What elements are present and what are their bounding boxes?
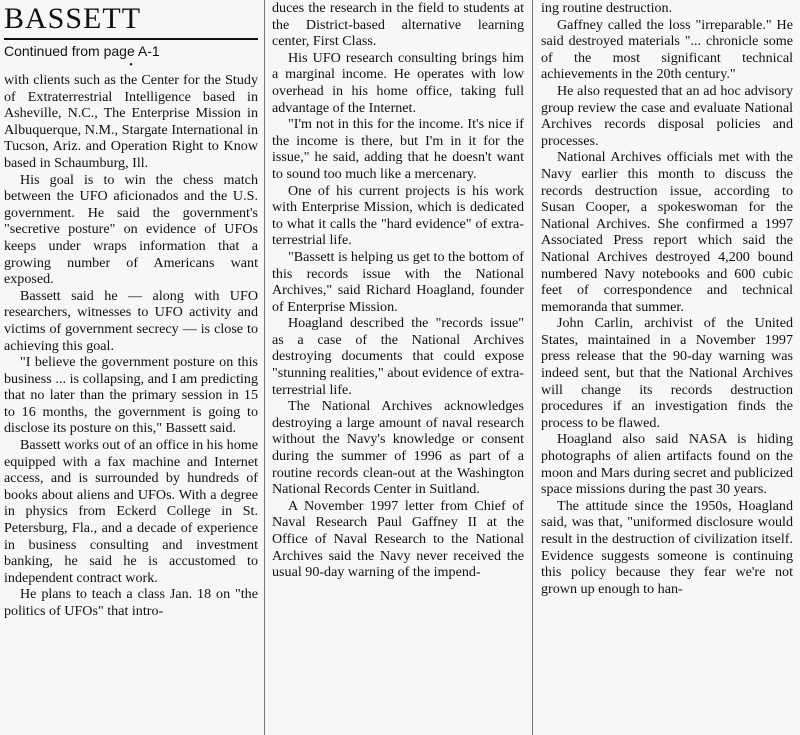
paragraph: National Archives officials met with the Navy earlier this month to discuss the records destruction issue, according to Susan Cooper, a spokeswoman for the National Archives. She confirmed a 1997 Associated Press report which said the National Archives destroyed 4,200 bound numbered Navy notebooks and 600 cubic feet of correspondence and technical memoranda that summer. [541, 149, 793, 315]
paragraph: The National Archives acknowledges destroying a large amount of naval research without the Navy's knowledge or consent during the summer of 1996 as part of a routine records clean-out at the Washington National Records Center in Suitland. [272, 398, 524, 498]
paragraph: The attitude since the 1950s, Hoagland said, was that, "uniformed disclosure would result in the destruction of civilization itself. Evidence suggests someone is continuing this policy because they fear we're not grown up enough to han- [541, 497, 793, 597]
paragraph: John Carlin, archivist of the United States, maintained in a November 1997 press release that the 90-day warning was indeed sent, but that the National Archives will change its records destruction procedures if an investigation finds the process to be flawed. [541, 315, 793, 431]
paragraph: He plans to teach a class Jan. 18 on "the politics of UFOs" that intro- [4, 586, 258, 619]
paragraph: Hoagland described the "records issue" as a case of the National Archives destroying documents that could expose "stunning realities," about evidence of extra-terrestrial life. [272, 315, 524, 398]
paragraph: Bassett said he — along with UFO researchers, witnesses to UFO activity and victims of government secrecy — is close to achieving this goal. [4, 287, 258, 354]
column-2 [272, 0, 524, 581]
paragraph: Bassett works out of an office in his home equipped with a fax machine and Internet access, and is surrounded by hundreds of books about aliens and UFOs. With a degree in physics from Eckerd College in St. Petersburg, Fla., and a decade of experience in business consulting and investment banking, he said he is accustomed to independent contract work. [4, 437, 258, 586]
paragraph: duces the research in the field to students at the District-based alternative learning center, First Class. [272, 0, 524, 50]
headline-bassett: BASSETT [4, 2, 142, 35]
paragraph: A November 1997 letter from Chief of Naval Research Paul Gaffney II at the Office of Naval Research to the National Archives said the Navy never received the usual 90-day warning of the impend- [272, 497, 524, 581]
paragraph: with clients such as the Center for the Study of Extraterrestrial Intelligence based in Asheville, N.C., The Enterprise Mission in Albuquerque, N.M., Stargate International in Tucson, Ariz. and Operation Right to Know based in Schaumburg, Ill. [4, 72, 258, 171]
column-divider [532, 0, 533, 735]
paragraph: His goal is to win the chess match between the UFO aficionados and the U.S. government. He said the government's "secretive posture" on evidence of UFOs keeps under wraps information that a growing number of Americans want exposed. [4, 171, 258, 288]
paragraph: "I'm not in this for the income. It's nice if the income is there, but I'm in it for the issue," he said, adding that he doesn't want to sound too much like a mercenary. [272, 116, 524, 182]
paragraph: One of his current projects is his work with Enterprise Mission, which is dedicated to what it calls the "hard evidence" of extra-terrestrial life. [272, 182, 524, 249]
paragraph: He also requested that an ad hoc advisory group review the case and evaluate National Archives records disposal policies and processes. [541, 82, 793, 149]
paragraph: "I believe the government posture on this business ... is collapsing, and I am predicting that no later than the primary session in 15 to 16 months, the government is going to disclose its posture on this," Bassett said. [4, 354, 258, 437]
paragraph: Hoagland also said NASA is hiding photographs of alien artifacts found on the moon and Mars during secret and publicized space missions during the past 30 years. [541, 431, 793, 498]
paragraph: ing routine destruction. [541, 0, 673, 16]
column-divider [264, 0, 265, 735]
paragraph: His UFO research consulting brings him a marginal income. He operates with low overhead in his home office, taking full advantage of the Internet. [272, 49, 524, 116]
column-3 [541, 0, 793, 597]
bullet-dot: • [129, 60, 133, 71]
continued-from-label: Continued from page A-1 [4, 38, 258, 60]
column-1 [4, 0, 258, 620]
paragraph: Gaffney called the loss "irreparable." He said destroyed materials "... chronicle some of the most significant technical achievements in the 20th century." [541, 16, 793, 83]
paragraph: "Bassett is helping us get to the bottom of this records issue with the National Archives," said Richard Hoagland, founder of Enterprise Mission. [272, 248, 524, 315]
